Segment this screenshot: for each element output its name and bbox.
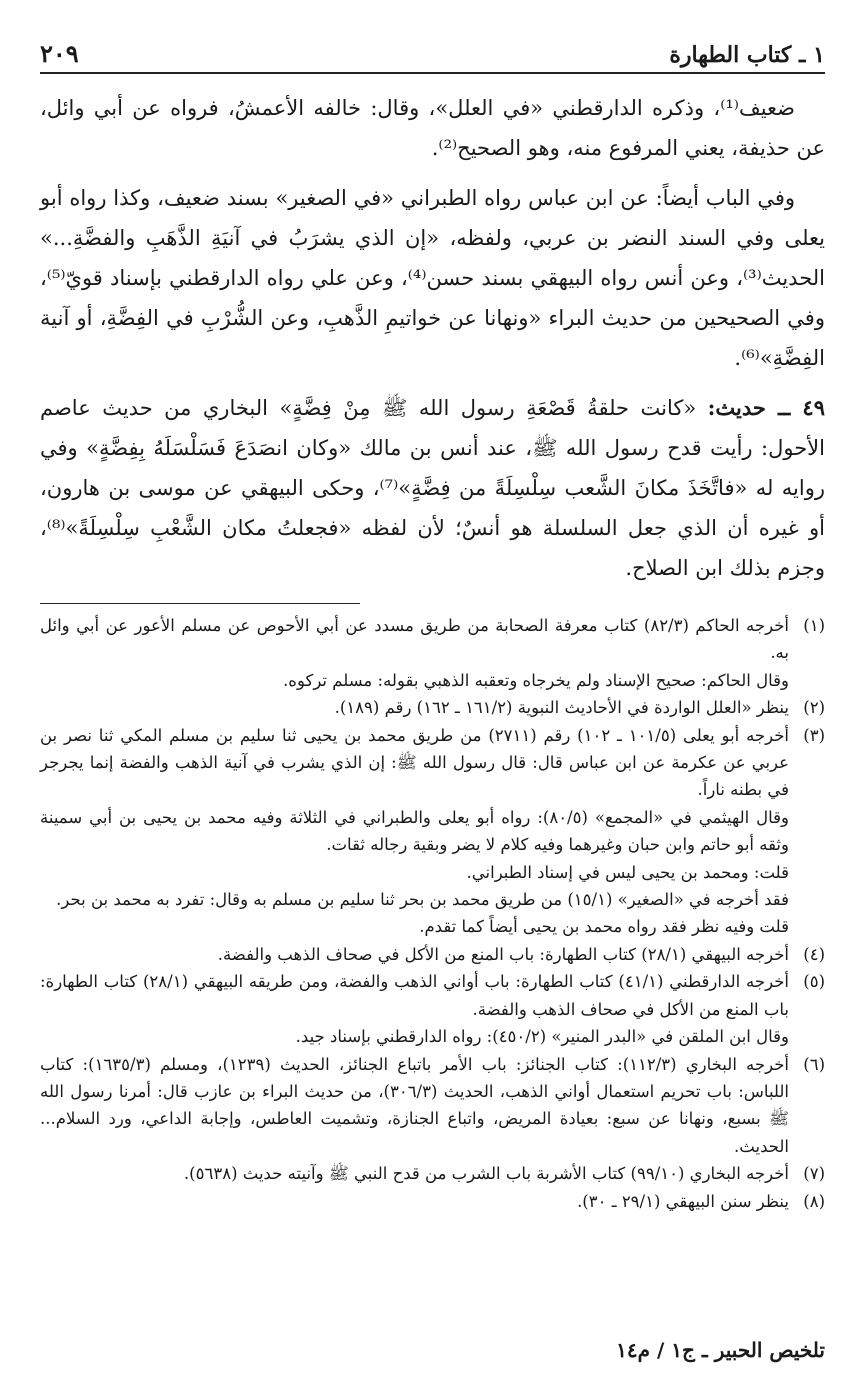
footnote-text: فقد أخرجه في «الصغير» (١٥/١) من طريق محمد بن بحر ثنا سليم بن مسلم به وقال: تفرد به محمد بن بحر. <box>56 890 789 910</box>
footnote-number: (٨) <box>803 1191 825 1211</box>
footnote-text: قلت وفيه نظر فقد رواه محمد بن يحيى أيضاً كما تقدم. <box>419 917 789 937</box>
hadith-text: «كانت حلقةُ قَصْعَةِ رسول الله ﷺ مِنْ فِضَّةٍ» البخاري من حديث عاصم الأحول: رأيت قدح رسول الله ﷺ، عند أنس بن مالك «وكان انصَدَعَ فَسَلْسَلَهُ بِفِضَّةٍ» وفي روايه له «فاتَّخَذَ مكانَ الشَّعب سِلْسِلَةً من فِضَّةٍ»⁽⁷⁾، وحكى البيهقي عن موسى بن هارون، أو غيره أن الذي جعل السلسلة هو أنسٌ؛ لأن لفظه «فجعلتُ مكان الشَّعْبِ سِلْسِلَةً»⁽⁸⁾، وجزم بذلك ابن الصلاح. <box>40 396 825 580</box>
body-paragraph: ضعيف⁽¹⁾، وذكره الدارقطني «في العلل»، وقال: خالفه الأعمشُ، فرواه عن أبي وائل، عن حذيفة، يعني المرفوع منه، وهو الصحيح⁽²⁾. <box>40 96 825 160</box>
footnote-number: (٦) <box>803 1054 825 1074</box>
footnote <box>40 612 825 694</box>
main-text <box>40 88 825 598</box>
footnote-text: وقال الهيثمي في «المجمع» (٨٠/٥): رواه أبو يعلى والطبراني في الثلاثة وفيه محمد بن يحيى بن أبي سمينة وثقه أبو حاتم وابن حبان وغيرهما وفيه كلام لا يضر وبقية رجاله ثقات. <box>40 807 789 855</box>
footnote-text: أخرجه الدارقطني (٤١/١) كتاب الطهارة: باب أواني الذهب والفضة، ومن طريقه البيهقي (٢٨/١) كتاب الطهارة: باب المنع من الأكل في صحاف الذهب والفضة. <box>40 972 789 1019</box>
footnote-text: أخرجه البخاري (١١٢/٣): كتاب الجنائز: باب الأمر باتباع الجنائز، الحديث (١٢٣٩)، ومسلم (١٦٣٥/٣): كتاب اللباس: باب تحريم استعمال أواني الذهب، الحديث (٣٠٦/٣)، من حديث البراء بن عازب قال: أمرنا رسول الله ﷺ بسبع، ونهانا عن سبع: بعيادة المريض، واتباع الجنازة، وتشميت العاطس، وإجابة الداعي، ورد السلام... الحديث. <box>40 1054 790 1156</box>
hadith-paragraph <box>40 388 825 588</box>
footnote-number: (٤) <box>803 944 825 964</box>
page-number: ٢٠٩ <box>40 39 79 68</box>
footnote-text: أخرجه أبو يعلى (١٠١/٥ ـ ١٠٢) رقم (٢٧١١) من طريق محمد بن يحيى ثنا سليم بن مسلم المكي ثنا نصر بن عربي عن عكرمة عن ابن عباس قال: قال رسول الله ﷺ: إن الذي يشرب في آنية الذهب والفضة إنما يجرجر في بطنه ناراً. <box>40 725 790 800</box>
footnote-text: أخرجه البخاري (٩٩/١٠) كتاب الأشربة باب الشرب من قدح النبي ﷺ وآنيته حديث (٥٦٣٨). <box>183 1164 789 1184</box>
footnote-number: (٣) <box>803 725 825 745</box>
footnote-text: وقال ابن الملقن في «البدر المنير» (٤٥٠/٢): رواه الدارقطني بإسناد جيد. <box>295 1027 789 1047</box>
footnote-text: قلت: ومحمد بن يحيى ليس في إسناد الطبراني. <box>466 862 789 882</box>
body-paragraph: وفي الباب أيضاً: عن ابن عباس رواه الطبراني «في الصغير» بسند ضعيف، وكذا رواه أبو يعلى وفي السند النضر بن عربي، ولفظه، «إن الذي يشرَبُ في آنيَةِ الذَّهَبِ والفضَّةِ...» الحديث⁽³⁾، وعن أنس رواه البيهقي بسند حسن⁽⁴⁾، وعن علي رواه الدارقطني بإسناد قويّ⁽⁵⁾، وفي الصحيحين من حديث البراء «ونهانا عن خواتيمِ الذَّهبِ، وعن الشُّرْبِ في الفِضَّةِ، أو آنية الفِضَّةِ»⁽⁶⁾. <box>40 186 825 370</box>
footnote <box>40 941 825 968</box>
footnote-text: ينظر «العلل الواردة في الأحاديث النبوية (١٦١/٢ ـ ١٦٢) رقم (١٨٩). <box>334 698 789 718</box>
footnotes-section <box>40 612 825 1215</box>
chapter-title: ١ ـ كتاب الطهارة <box>669 42 825 68</box>
footnote-text: أخرجه الحاكم (٨٢/٣) كتاب معرفة الصحابة من طريق مسدد عن أبي الأحوص عن مسلم الأعور عن أبي وائل به. <box>40 616 789 663</box>
footnote <box>40 1188 825 1215</box>
footnote <box>40 722 825 941</box>
footnote-separator <box>40 603 360 604</box>
footnote-number: (٧) <box>803 1164 825 1184</box>
footnote-number: (١) <box>803 616 825 635</box>
page-footer-signature: تلخيص الحبير ـ ج١ / م١٤ <box>616 1338 825 1362</box>
footnote-text: وقال الحاكم: صحيح الإسناد ولم يخرجاه وتعقبه الذهبي بقوله: مسلم تركوه. <box>283 670 789 690</box>
footnote-text: أخرجه البيهقي (٢٨/١) كتاب الطهارة: باب المنع من الأكل في صحاف الذهب والفضة. <box>217 944 789 964</box>
footnote-number: (٢) <box>803 698 825 718</box>
footnote <box>40 694 825 721</box>
footnote <box>40 1160 825 1187</box>
footnote <box>40 968 825 1050</box>
hadith-number: ٤٩ ــ حديث: <box>707 395 825 420</box>
page-header <box>40 38 825 74</box>
footnote <box>40 1051 825 1161</box>
footnote-number: (٥) <box>803 972 825 992</box>
footnote-text: ينظر سنن البيهقي (٢٩/١ ـ ٣٠). <box>577 1191 789 1211</box>
